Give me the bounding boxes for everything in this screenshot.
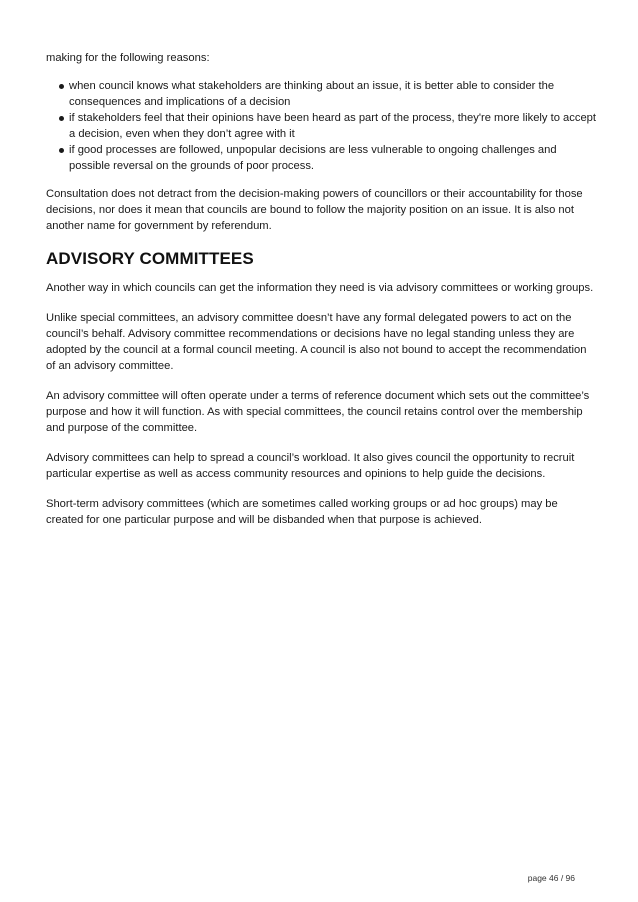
body-paragraph: Short-term advisory committees (which are sometimes called working groups or ad hoc groups) may be created for one particular purpose and will be disbanded when that purpose is achieved. — [46, 498, 558, 526]
section-heading: ADVISORY COMMITTEES — [46, 249, 254, 268]
list-item — [59, 78, 596, 110]
bullet-icon — [59, 84, 64, 89]
body-paragraph: Unlike special committees, an advisory committee doesn’t have any formal delegated powers to act on the council’s behalf. Advisory committee recommendations or decisions have no legal standing unless they are adopted by the council at a formal council meeting. A council is also not bound to accept the recommendation of an advisory committee. — [46, 312, 587, 372]
list-item-text: when council knows what stakeholders are thinking about an issue, it is better able to consider the consequences and implications of a decision — [69, 80, 555, 108]
consultation-paragraph: Consultation does not detract from the decision-making powers of councillors or their accountability for those decisions, nor does it mean that councils are bound to follow the majority position on an issue. It is also not another name for government by referendum. — [46, 188, 583, 232]
bullet-icon — [59, 148, 64, 153]
list-item-text: if stakeholders feel that their opinions have been heard as part of the process, they're more likely to accept a decision, even when they don’t agree with it — [69, 112, 597, 140]
body-paragraph: An advisory committee will often operate under a terms of reference document which sets out the committee’s purpose and how it will function. As with special committees, the council retains control over the membership and purpose of the committee. — [46, 390, 590, 434]
body-paragraph: Advisory committees can help to spread a council’s workload. It also gives council the opportunity to recruit particular expertise as well as access community resources and opinions to help guide the decisions. — [46, 452, 575, 480]
list-item — [59, 142, 596, 174]
body-paragraph: Another way in which councils can get the information they need is via advisory committees or working groups. — [46, 282, 594, 294]
bullet-icon — [59, 116, 64, 121]
list-item-text: if good processes are followed, unpopular decisions are less vulnerable to ongoing challenges and possible reversal on the grounds of poor process. — [69, 144, 557, 172]
reasons-list — [46, 78, 596, 174]
page-number: page 46 / 96 — [527, 873, 575, 883]
intro-text: making for the following reasons: — [46, 52, 210, 64]
list-item — [59, 110, 596, 142]
document-page — [46, 50, 596, 542]
